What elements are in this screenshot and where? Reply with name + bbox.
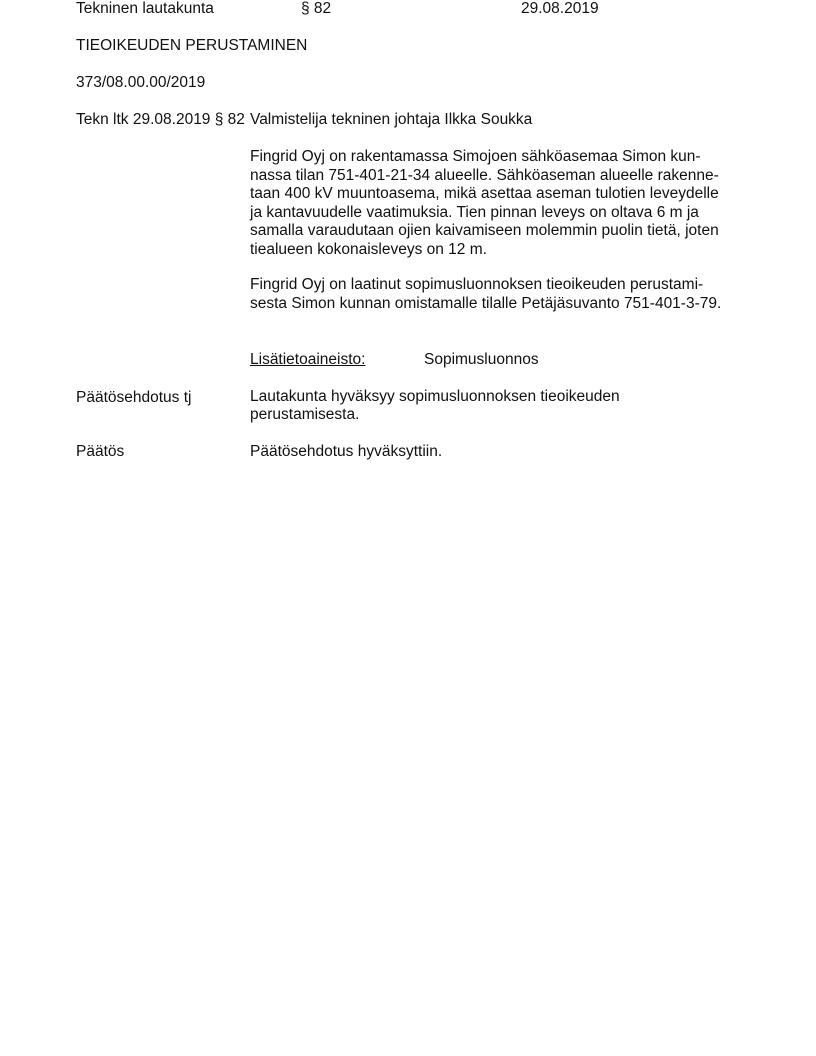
body-line: sesta Simon kunnan omistamalle tilalle Petäjäsuvanto 751-401-3-79. [250, 294, 722, 312]
body-line: nassa tilan 751-401-21-34 alueelle. Sähköaseman alueelle rakenne- [250, 166, 719, 184]
proposal-line: Lautakunta hyväksyy sopimusluonnoksen tieoikeuden [250, 388, 620, 405]
body-paragraph-2 [250, 276, 750, 313]
board-name: Tekninen lautakunta [76, 0, 214, 17]
reference-label: Tekn ltk 29.08.2019 § 82 [76, 111, 245, 128]
attachments-value: Sopimusluonnos [424, 351, 539, 368]
proposal-label: Päätösehdotus tj [76, 389, 192, 406]
decision-text: Päätösehdotus hyväksyttiin. [250, 443, 443, 460]
proposal-line: perustamisesta. [250, 406, 360, 423]
preparer: Valmistelija tekninen johtaja Ilkka Soukka [250, 111, 533, 128]
body-line: tiealueen kokonaisleveys on 12 m. [250, 240, 487, 258]
body-line: Fingrid Oyj on laatinut sopimusluonnoksen tieoikeuden perustami- [250, 276, 704, 293]
body-paragraph-1 [250, 148, 750, 259]
body-line: ja kantavuudelle vaatimuksia. Tien pinnan leveys on oltava 6 m ja [250, 203, 699, 221]
body-line: taan 400 kV muuntoasema, mikä asettaa aseman tulotien leveydelle [250, 185, 719, 202]
document-title: TIEOIKEUDEN PERUSTAMINEN [76, 37, 308, 54]
body-line: Fingrid Oyj on rakentamassa Simojoen sähköasemaa Simon kun- [250, 148, 701, 165]
decision-label: Päätös [76, 443, 125, 460]
body-line: samalla varaudutaan ojien kaivamiseen molemmin puolin tietä, joten [250, 222, 719, 239]
meeting-date: 29.08.2019 [521, 0, 599, 17]
section-number: § 82 [301, 0, 332, 17]
file-number: 373/08.00.00/2019 [76, 74, 206, 91]
attachments-label: Lisätietoaineisto: [250, 351, 366, 368]
proposal-text [250, 388, 750, 424]
